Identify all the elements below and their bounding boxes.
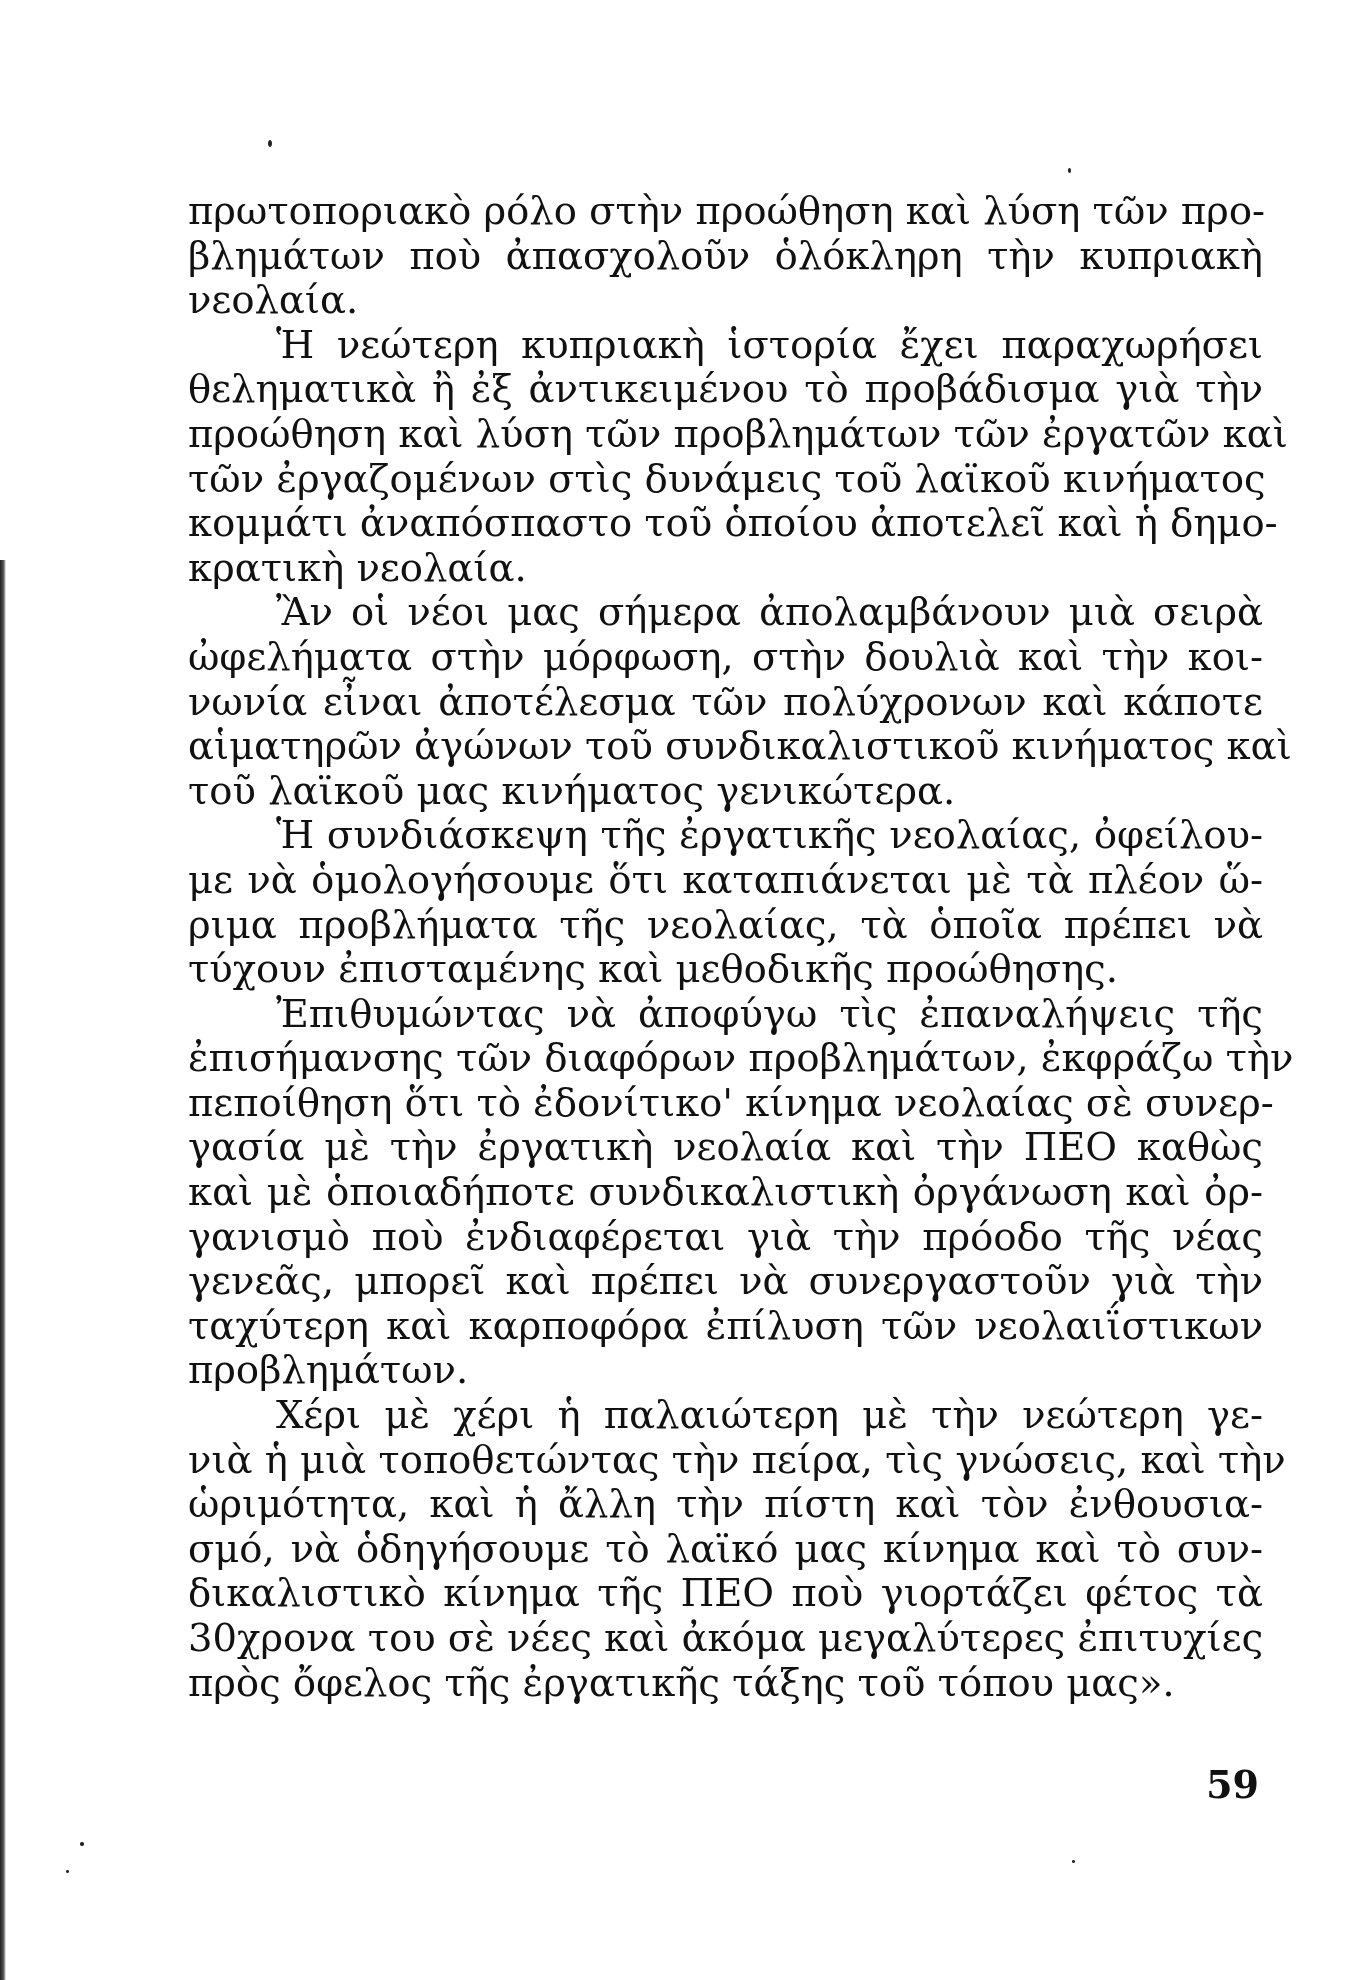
text-line: κρατικὴ νεολαία. [188,545,527,591]
page-number: 59 [1206,1762,1259,1807]
text-line: πεποίθηση ὅτι τὸ ἐδονίτικο' κίνημα νεολαίας σὲ συνερ- [188,1080,1274,1126]
text-line: ταχύτερη καὶ καρποφόρα ἐπίλυση τῶν νεολαιΐστικων [188,1303,1263,1349]
text-line: δικαλιστικὸ κίνημα τῆς ΠΕΟ ποὺ γιορτάζει φέτος τὰ [188,1571,1263,1617]
text-line: πρωτοποριακὸ ρόλο στὴν προώθηση καὶ λύση τῶν προ- [188,189,1266,234]
text-line: Ἡ νεώτερη κυπριακὴ ἱστορία ἔχει παραχωρήσει [276,322,1263,368]
text-line: γενεᾶς, μπορεῖ καὶ πρέπει νὰ συνεργαστοῦν γιὰ τὴν [188,1259,1263,1305]
text-line: νωνία εἶναι ἀποτέλεσμα τῶν πολύχρονων καὶ κάποτε [188,679,1263,725]
text-line: ριμα προβλήματα τῆς νεολαίας, τὰ ὁποῖα πρέπει νὰ [188,902,1263,948]
text-line: ὠφελήματα στὴν μόρφωση, στὴν δουλιὰ καὶ τὴν κοι- [188,634,1263,680]
text-line: Ἡ συνδιάσκεψη τῆς ἐργατικῆς νεολαίας, ὀφείλου- [276,813,1263,859]
text-line: τύχουν ἐπισταμένης καὶ μεθοδικῆς προώθησης. [188,947,1118,993]
body-text [188,189,1294,1706]
text-line: Ἐπιθυμώντας νὰ ἀποφύγω τὶς ἐπαναλήψεις τῆς [276,991,1263,1037]
text-line: νεολαία. [188,278,359,324]
ink-speck [80,1842,84,1846]
text-line: βλημάτων ποὺ ἀπασχολοῦν ὁλόκληρη τὴν κυπριακὴ [188,233,1263,279]
text-line: γασία μὲ τὴν ἐργατικὴ νεολαία καὶ τὴν ΠΕΟ καθὼς [188,1125,1263,1171]
text-line: ὡριμότητα, καὶ ἡ ἄλλη τὴν πίστη καὶ τὸν ἐνθουσια- [188,1482,1263,1528]
text-line: αἱματηρῶν ἀγώνων τοῦ συνδικαλιστικοῦ κινήματος καὶ [188,724,1292,770]
text-line: γανισμὸ ποὺ ἐνδιαφέρεται γιὰ τὴν πρόοδο τῆς νέας [188,1214,1263,1260]
text-line: τοῦ λαϊκοῦ μας κινήματος γενικώτερα. [188,768,956,814]
text-line: τῶν ἐργαζομένων στὶς δυνάμεις τοῦ λαϊκοῦ κινήματος [188,456,1266,502]
text-line: προώθηση καὶ λύση τῶν προβλημάτων τῶν ἐργατῶν καὶ [188,411,1288,457]
text-line: με νὰ ὁμολογήσουμε ὅτι καταπιάνεται μὲ τὰ πλέον ὥ- [188,857,1263,903]
text-line: πρὸς ὄφελος τῆς ἐργατικῆς τάξης τοῦ τόπου μας». [188,1660,1175,1706]
text-line: Χέρι μὲ χέρι ἡ παλαιώτερη μὲ τὴν νεώτερη γε- [276,1393,1263,1439]
ink-speck [66,1870,69,1873]
text-line: θεληματικὰ ἢ ἐξ ἀντικειμένου τὸ προβάδισμα γιὰ τὴν [188,367,1263,413]
text-line: καὶ μὲ ὁποιαδήποτε συνδικαλιστικὴ ὀργάνωση καὶ ὀρ- [188,1170,1263,1216]
page-edge-shadow [0,560,6,1980]
text-line: 30χρονα του σὲ νέες καὶ ἀκόμα μεγαλύτερες ἐπιτυχίες [188,1616,1264,1661]
ink-speck [1072,1860,1075,1863]
text-line: νιὰ ἡ μιὰ τοποθετώντας τὴν πείρα, τὶς γνώσεις, καὶ τὴν [188,1437,1286,1483]
text-line: σμό, νὰ ὁδηγήσουμε τὸ λαϊκό μας κίνημα καὶ τὸ συν- [188,1526,1263,1572]
text-line: ἐπισήμανσης τῶν διαφόρων προβλημάτων, ἐκφράζω τὴν [188,1036,1294,1082]
ink-speck [1068,168,1071,173]
text-line: προβλημάτων. [188,1348,469,1394]
ink-speck [268,140,272,147]
text-line: Ἂν οἱ νέοι μας σήμερα ἀπολαμβάνουν μιὰ σειρὰ [276,590,1263,636]
text-line: κομμάτι ἀναπόσπαστο τοῦ ὁποίου ἀποτελεῖ καὶ ἡ δημο- [188,501,1278,547]
